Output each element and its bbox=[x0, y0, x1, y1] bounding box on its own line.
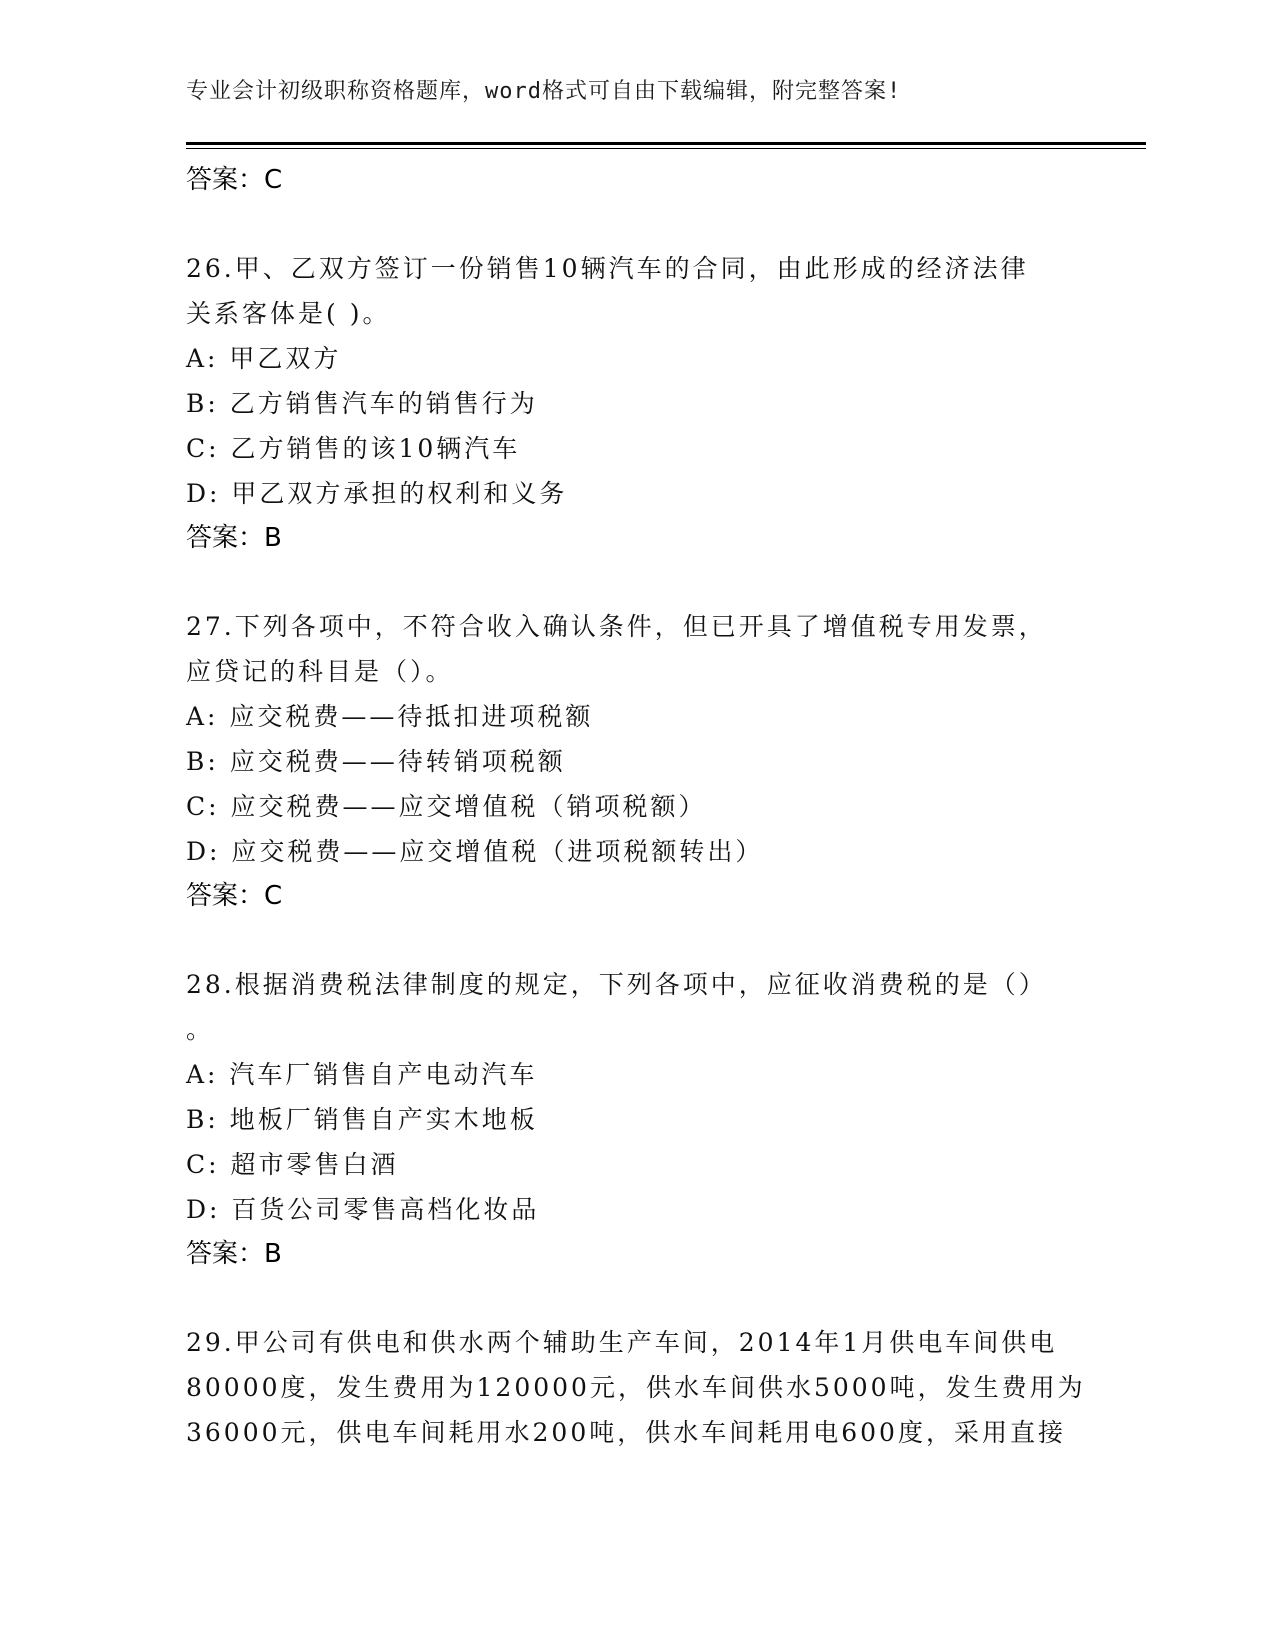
spacer bbox=[186, 1276, 1086, 1320]
option-d: D: 应交税费——应交增值税（进项税额转出） bbox=[186, 837, 764, 866]
option-b: B: 应交税费——待转销项税额 bbox=[186, 747, 566, 776]
option-a: A: 汽车厂销售自产电动汽车 bbox=[186, 1060, 538, 1089]
question-28 bbox=[186, 962, 1086, 1276]
question-text: 26.甲、乙双方签订一份销售10辆汽车的合同，由此形成的经济法律 bbox=[186, 254, 1029, 283]
question-text: 。 bbox=[186, 1015, 215, 1044]
question-text: 29.甲公司有供电和供水两个辅助生产车间，2014年1月供电车间供电 bbox=[186, 1328, 1058, 1357]
question-text: 27.下列各项中，不符合收入确认条件，但已开具了增值税专用发票， bbox=[186, 612, 1047, 641]
question-27 bbox=[186, 604, 1086, 918]
document-body bbox=[186, 158, 1086, 1455]
answer-line: 答案：B bbox=[186, 523, 282, 553]
option-b: B: 乙方销售汽车的销售行为 bbox=[186, 389, 538, 418]
option-d: D: 百货公司零售高档化妆品 bbox=[186, 1195, 540, 1224]
question-text: 应贷记的科目是（）。 bbox=[186, 657, 454, 686]
answer-line: 答案：C bbox=[186, 165, 283, 195]
question-text: 关系客体是( )。 bbox=[186, 299, 391, 328]
header-rule-thick bbox=[186, 142, 1146, 145]
question-26 bbox=[186, 246, 1086, 560]
option-b: B: 地板厂销售自产实木地板 bbox=[186, 1105, 538, 1134]
page-header: 专业会计初级职称资格题库，word格式可自由下载编辑，附完整答案! bbox=[186, 79, 902, 104]
option-d: D: 甲乙双方承担的权利和义务 bbox=[186, 479, 568, 508]
answer-line: 答案：B bbox=[186, 1239, 282, 1269]
option-c: C: 应交税费——应交增值税（销项税额） bbox=[186, 792, 707, 821]
header-rule-thin bbox=[186, 148, 1146, 149]
spacer bbox=[186, 918, 1086, 962]
question-text: 36000元，供电车间耗用水200吨，供水车间耗用电600度，采用直接 bbox=[186, 1418, 1066, 1447]
question-text: 28.根据消费税法律制度的规定，下列各项中，应征收消费税的是（） bbox=[186, 970, 1047, 999]
question-text: 80000度，发生费用为120000元，供水车间供水5000吨，发生费用为 bbox=[186, 1373, 1086, 1402]
spacer bbox=[186, 202, 1086, 246]
option-c: C: 超市零售白酒 bbox=[186, 1150, 399, 1179]
spacer bbox=[186, 560, 1086, 604]
question-29 bbox=[186, 1320, 1086, 1455]
answer-line: 答案：C bbox=[186, 881, 283, 911]
option-c: C: 乙方销售的该10辆汽车 bbox=[186, 434, 521, 463]
option-a: A: 应交税费——待抵扣进项税额 bbox=[186, 702, 594, 731]
option-a: A: 甲乙双方 bbox=[186, 344, 342, 373]
